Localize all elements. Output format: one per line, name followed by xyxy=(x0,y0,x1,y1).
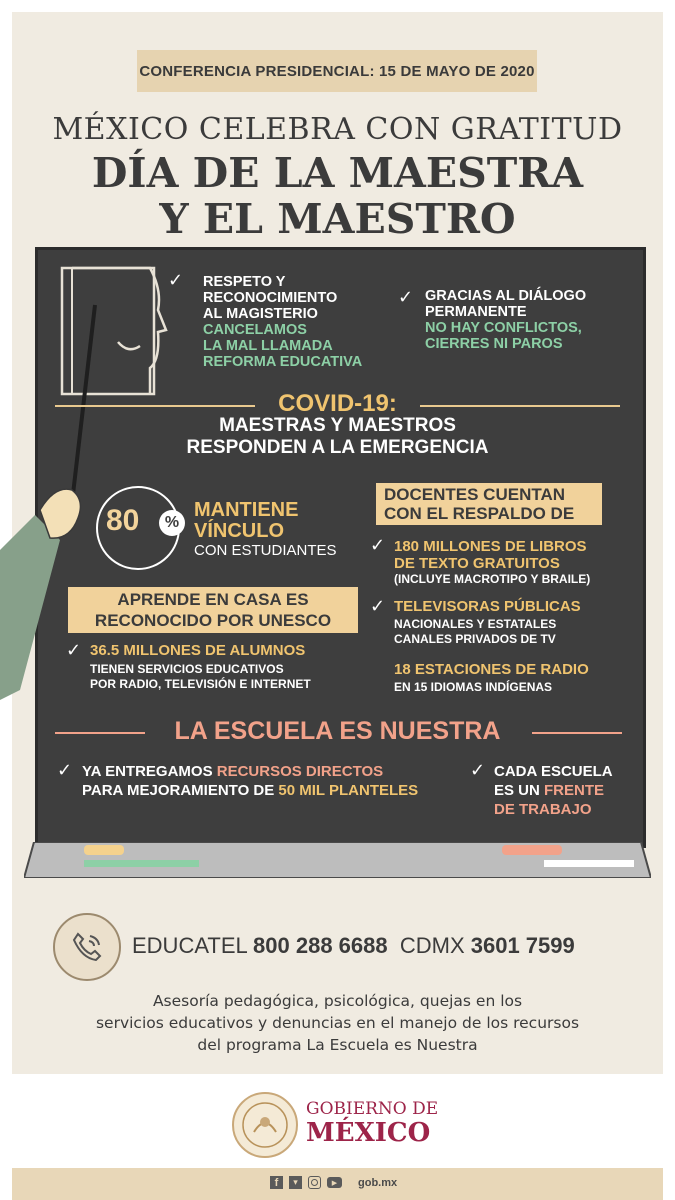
chalk-white xyxy=(544,860,634,867)
contact-label-1: EDUCATEL xyxy=(132,933,254,958)
books-line-1: 180 MILLONES DE LIBROS xyxy=(394,538,587,555)
check-icon: ✓ xyxy=(470,760,486,781)
check-icon: ✓ xyxy=(168,270,184,291)
respeto-line-3: AL MAGISTERIO xyxy=(203,306,318,322)
contact-number-2: 3601 7599 xyxy=(470,933,575,958)
chalk-yellow xyxy=(84,845,124,855)
esc1-c: PARA MEJORAMIENTO DE xyxy=(82,782,279,799)
chalk-salmon xyxy=(502,845,562,855)
students-line-1: TIENEN SERVICIOS EDUCATIVOS xyxy=(90,662,284,676)
headline-top: MÉXICO CELEBRA CON GRATITUD xyxy=(52,112,623,147)
check-icon: ✓ xyxy=(57,760,73,781)
esc2-a: CADA ESCUELA xyxy=(494,763,613,780)
dialogo-line-1: GRACIAS AL DIÁLOGO xyxy=(425,288,587,304)
docentes-line-1: DOCENTES CUENTAN xyxy=(384,485,566,504)
youtube-icon[interactable]: ▶ xyxy=(327,1177,342,1188)
percent-badge: % xyxy=(159,510,185,536)
escuela-item-1 xyxy=(82,762,418,800)
tv-title: TELEVISORAS PÚBLICAS xyxy=(394,598,581,615)
respeto-line-6: REFORMA EDUCATIVA xyxy=(203,354,363,370)
chalk-green xyxy=(84,860,199,867)
students-desc xyxy=(90,662,311,692)
unesco-line-1: APRENDE EN CASA ES xyxy=(117,590,309,609)
esc2-d: DE TRABAJO xyxy=(494,801,592,818)
national-seal-icon xyxy=(232,1092,298,1158)
headline-line-1: DÍA DE LA MAESTRA xyxy=(91,149,584,197)
books-line-2: DE TEXTO GRATUITOS xyxy=(394,555,560,572)
unesco-line-2: RECONOCIDO POR UNESCO xyxy=(94,611,332,630)
esc1-b: RECURSOS DIRECTOS xyxy=(216,763,384,780)
covid-subtitle-line-1: MAESTRAS Y MAESTROS xyxy=(219,415,456,436)
docentes-banner xyxy=(376,483,602,525)
gov-line-2: MÉXICO xyxy=(306,1118,431,1148)
instagram-icon[interactable] xyxy=(308,1176,321,1189)
contact-line xyxy=(132,933,575,959)
escuela-item-2 xyxy=(494,762,613,819)
phone-icon xyxy=(53,913,121,981)
contact-desc-line-3: del programa La Escuela es Nuestra xyxy=(197,1036,478,1054)
gov-line-1: GOBIERNO DE xyxy=(306,1099,439,1119)
stat-number: 80 xyxy=(106,504,140,537)
covid-subtitle xyxy=(0,415,675,459)
twitter-icon[interactable]: ▾ xyxy=(289,1176,302,1189)
contact-desc-line-2: servicios educativos y denuncias en el manejo de los recursos xyxy=(95,1014,580,1032)
respeto-block xyxy=(203,274,362,370)
esc1-a: YA ENTREGAMOS xyxy=(82,763,217,780)
escuela-title: LA ESCUELA ES NUESTRA xyxy=(174,717,501,745)
gov-logo-text xyxy=(306,1099,438,1147)
radio-desc: EN 15 IDIOMAS INDÍGENAS xyxy=(394,680,553,694)
dialogo-line-3: NO HAY CONFLICTOS, xyxy=(425,320,582,336)
facebook-icon[interactable]: f xyxy=(270,1176,283,1189)
arm-sleeve xyxy=(0,515,60,700)
website-link[interactable]: gob.mx xyxy=(358,1176,398,1189)
students-title: 36.5 MILLONES DE ALUMNOS xyxy=(90,642,306,659)
book-head-icon xyxy=(62,268,166,394)
esc2-c: FRENTE xyxy=(544,782,605,799)
tv-desc xyxy=(394,617,556,647)
contact-label-2: CDMX xyxy=(399,933,471,958)
radio-title: 18 ESTACIONES DE RADIO xyxy=(394,661,589,678)
check-icon: ✓ xyxy=(370,596,386,617)
respeto-line-4: CANCELAMOS xyxy=(203,322,307,338)
tv-line-2: CANALES PRIVADOS DE TV xyxy=(394,632,556,646)
stat-label-line-2: VÍNCULO xyxy=(194,520,284,542)
contact-number-1: 800 288 6688 xyxy=(253,933,388,958)
dialogo-line-4: CIERRES NI PAROS xyxy=(425,336,563,352)
chalk-tray xyxy=(24,842,651,878)
check-icon: ✓ xyxy=(66,640,82,661)
students-line-2: POR RADIO, TELEVISIÓN E INTERNET xyxy=(90,677,311,691)
tv-line-1: NACIONALES Y ESTATALES xyxy=(394,617,557,631)
unesco-banner xyxy=(68,587,358,633)
dialogo-line-2: PERMANENTE xyxy=(425,304,527,320)
teacher-illustration xyxy=(0,250,200,710)
books-title xyxy=(394,538,587,572)
dialogo-block xyxy=(425,288,586,352)
respeto-line-1: RESPETO Y xyxy=(203,274,286,290)
check-icon: ✓ xyxy=(398,287,414,308)
conference-label: CONFERENCIA PRESIDENCIAL: 15 DE MAYO DE 2020 xyxy=(137,50,537,92)
contact-description xyxy=(0,990,675,1056)
headline-main xyxy=(0,150,675,242)
covid-subtitle-line-2: RESPONDEN A LA EMERGENCIA xyxy=(186,437,489,458)
books-note: (INCLUYE MACROTIPO Y BRAILE) xyxy=(394,572,591,586)
social-links xyxy=(270,1176,397,1189)
stat-label-line-1: MANTIENE xyxy=(194,499,299,521)
respeto-line-5: LA MAL LLAMADA xyxy=(203,338,333,354)
stat-label xyxy=(194,500,298,542)
headline-line-2: Y EL MAESTRO xyxy=(159,195,516,243)
respeto-line-2: RECONOCIMIENTO xyxy=(203,290,338,306)
check-icon: ✓ xyxy=(370,535,386,556)
esc2-b: ES UN xyxy=(494,782,545,799)
stat-sublabel: CON ESTUDIANTES xyxy=(194,542,337,559)
contact-desc-line-1: Asesoría pedagógica, psicológica, quejas en los xyxy=(152,992,523,1010)
covid-title: COVID-19: xyxy=(278,390,397,417)
docentes-line-2: CON EL RESPALDO DE xyxy=(384,504,575,523)
esc1-d: 50 MIL PLANTELES xyxy=(278,782,419,799)
